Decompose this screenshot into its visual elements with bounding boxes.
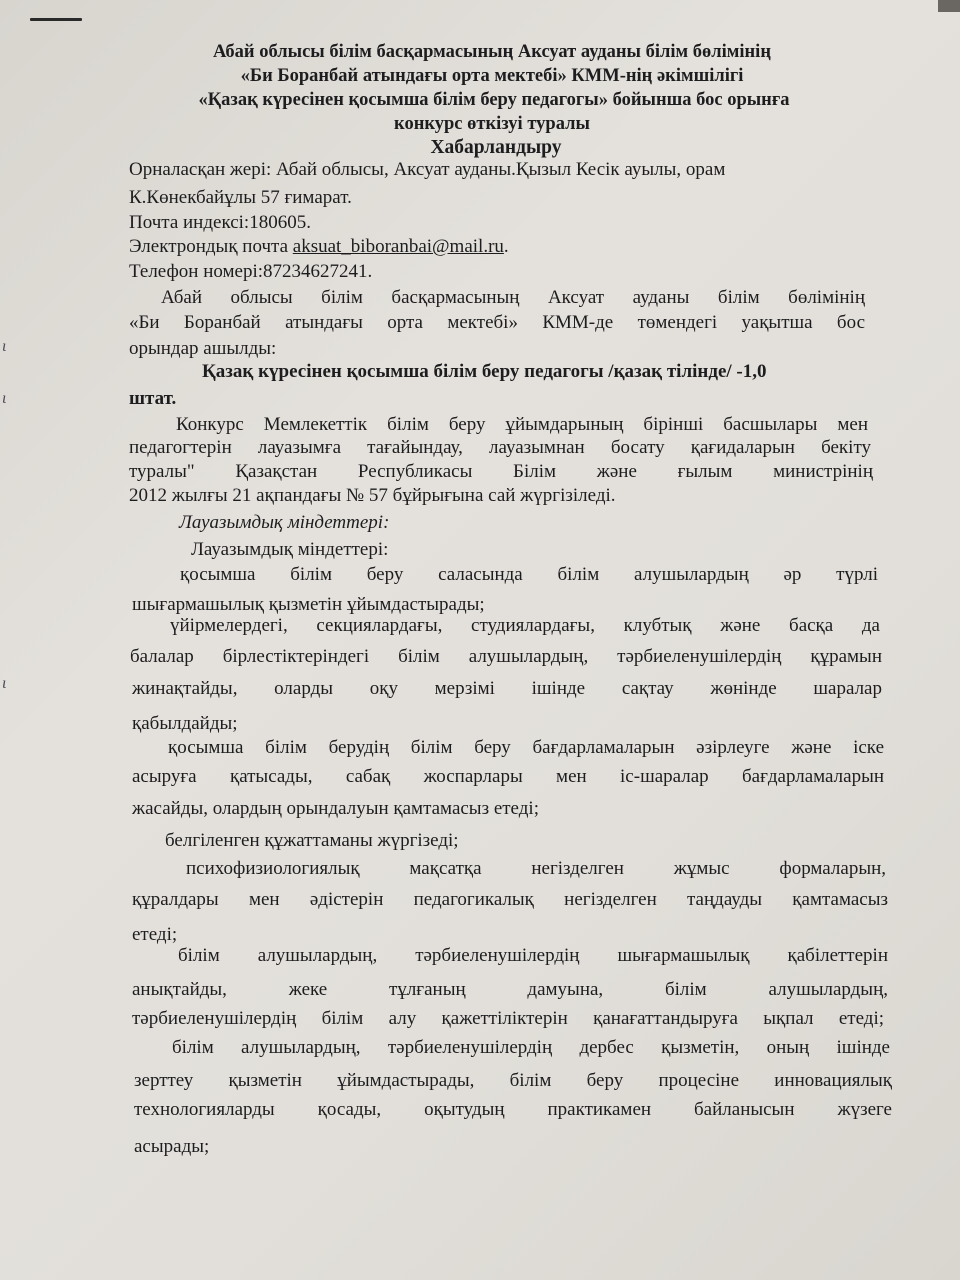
duty-5-line-2: құралдары мен әдістерін педагогикалық негізделген таңдауды қамтамасыз [132,889,888,910]
contest-line-4: 2012 жылғы 21 ақпандағы № 57 бұйрығына сай жүргізіледі. [129,485,616,506]
email-end: . [503,236,509,257]
address-line-2: К.Көнекбайұлы 57 ғимарат. [129,187,352,208]
margin-mark: ι [2,390,7,407]
duty-2-line-2: балалар бірлестіктеріндегі білім алушылардың, тәрбиеленушілердің құрамын [130,646,882,667]
margin-mark: ι [2,338,7,355]
intro-line-3: орындар ашылды: [129,338,277,359]
phone-number: Телефон номері:87234627241. [129,261,373,282]
duty-2-line-4: қабылдайды; [132,713,238,734]
duty-6-line-2: анықтайды, жеке тұлғаның дамуына, білім алушылардың, [132,979,888,1000]
email-line [129,235,960,259]
duty-3-line-3: жасайды, олардың орындалуын қамтамасыз етеді; [132,798,539,819]
duty-2-line-1: үйірмелердегі, секциялардағы, студиялардағы, клубтық және басқа да [170,615,880,636]
duty-5-line-3: етеді; [132,924,178,945]
margin-mark: ι [2,675,7,692]
duty-1-line-2: шығармашылық қызметін ұйымдастырады; [132,594,485,615]
intro-line-1: Абай облысы білім басқармасының Аксуат ауданы білім бөлімінің [161,287,865,308]
postal-index: Почта индексі:180605. [129,212,311,233]
duty-7-line-3: технологияларды қосады, оқытудың практикамен байланысын жүзеге [134,1099,892,1120]
header-line-4: конкурс өткізуі туралы [394,114,590,134]
position-staff: штат. [129,388,177,409]
duty-6-line-1: білім алушылардың, тәрбиеленушілердің шығармашылық қабілеттерін [178,945,888,966]
intro-line-2: «Би Боранбай атындағы орта мектебі» КММ-де төмендегі уақытша бос [129,312,865,333]
header-line-1: Абай облысы білім басқармасының Аксуат ауданы білім бөлімінің [213,42,771,62]
duties-heading: Лауазымдық міндеттері: [191,539,389,560]
duty-5-line-1: психофизиологиялық мақсатқа негізделген жұмыс формаларын, [186,858,886,879]
contest-line-1: Конкурс Мемлекеттік білім беру ұйымдарының бірінші басшылары мен [176,414,868,435]
position-title: Қазақ күресінен қосымша білім беру педагогы /қазақ тілінде/ -1,0 [202,361,767,382]
duties-heading-italic: Лауазымдық міндеттері: [179,512,390,533]
address-line-1: Орналасқан жері: Абай облысы, Аксуат ауданы.Қызыл Кесік ауылы, орам [129,159,726,180]
duty-7-line-4: асырады; [134,1136,210,1157]
contest-line-2: педагогтерін лауазымға тағайындау, лауазымнан босату қағидаларын бекіту [129,437,871,458]
duty-2-line-3: жинақтайды, оларды оқу мерзімі ішінде сақтау жөнінде шаралар [132,678,882,699]
email-link[interactable]: aksuat_biboranbai@mail.ru [292,236,504,257]
announcement-title: Хабарландыру [430,137,562,158]
duty-6-line-3: тәрбиеленушілердің білім алу қажеттіліктерін қанағаттандыруға ықпал етеді; [132,1008,884,1029]
duty-7-line-1: білім алушылардың, тәрбиеленушілердің дербес қызметін, оның ішінде [172,1037,890,1058]
duty-4-line-1: белгіленген құжаттаманы жүргізеді; [165,830,459,851]
header-line-2: «Би Боранбай атындағы орта мектебі» КММ-нің әкімшілігі [240,66,744,86]
header-line-3: «Қазақ күресінен қосымша білім беру педагогы» бойынша бос орынға [198,90,790,110]
email-label: Электрондық почта [129,236,293,257]
duty-1-line-1: қосымша білім беру саласында білім алушылардың әр түрлі [180,564,878,585]
duty-3-line-2: асыруға қатысады, сабақ жоспарлары мен іс-шаралар бағдарламаларын [132,766,884,787]
duty-7-line-2: зерттеу қызметін ұйымдастырады, білім беру процесіне инновациялық [134,1070,892,1091]
duty-3-line-1: қосымша білім берудің білім беру бағдарламаларын әзірлеуге және іске [168,737,884,758]
contest-line-3: туралы" Қазақстан Республикасы Білім және ғылым министрінің [129,461,873,482]
